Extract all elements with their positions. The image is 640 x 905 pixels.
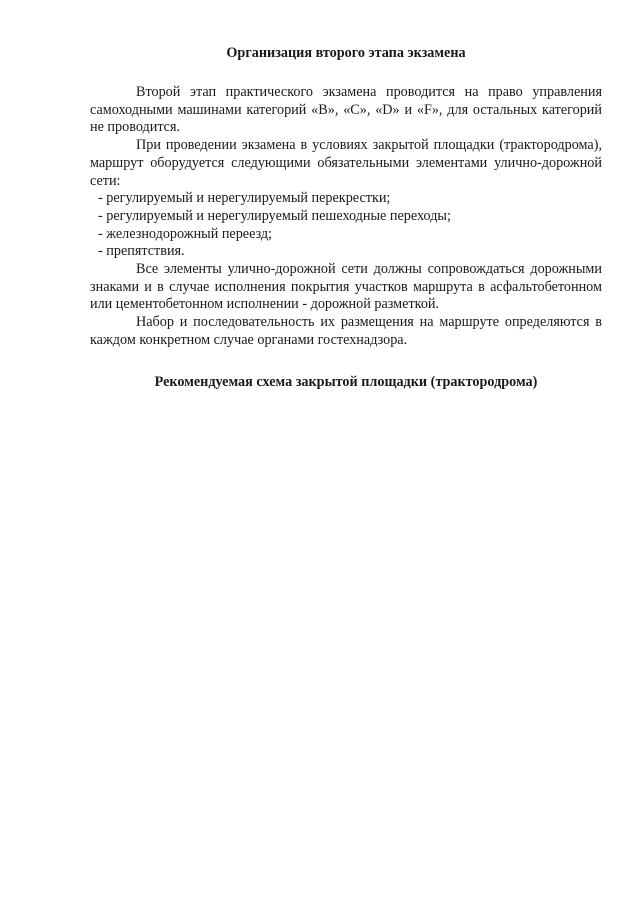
list-item: - регулируемый и нерегулируемый перекрестки;	[98, 190, 391, 207]
list-item: - железнодорожный переезд;	[98, 225, 273, 242]
paragraph-route-elements: При проведении экзамена в условиях закрытой площадки (трактородрома), маршрут оборудуется следующими обязательными элементами улично-дорожной сети:	[90, 137, 602, 189]
paragraph-second-stage: Второй этап практического экзамена проводится на право управления самоходными машинами категорий «B», «C», «D» и «F», для остальных категорий не проводится.	[90, 84, 602, 136]
document-title: Организация второго этапа экзамена	[226, 45, 466, 61]
paragraph-placement: Набор и последовательность их размещения на маршруте определяются в каждом конкретном случае органами гостехнадзора.	[90, 314, 602, 348]
section-subtitle: Рекомендуемая схема закрытой площадки (трактородрома)	[154, 373, 538, 390]
paragraph-road-signs: Все элементы улично-дорожной сети должны сопровождаться дорожными знаками и в случае исполнения покрытия участков маршрута в асфальтобетонном или цементобетонном исполнении - дорожной разметкой.	[90, 261, 602, 313]
route-elements-list	[90, 190, 602, 261]
list-item: - препятствия.	[98, 243, 185, 260]
document-page	[90, 44, 602, 391]
list-item: - регулируемый и нерегулируемый пешеходные переходы;	[98, 207, 451, 224]
